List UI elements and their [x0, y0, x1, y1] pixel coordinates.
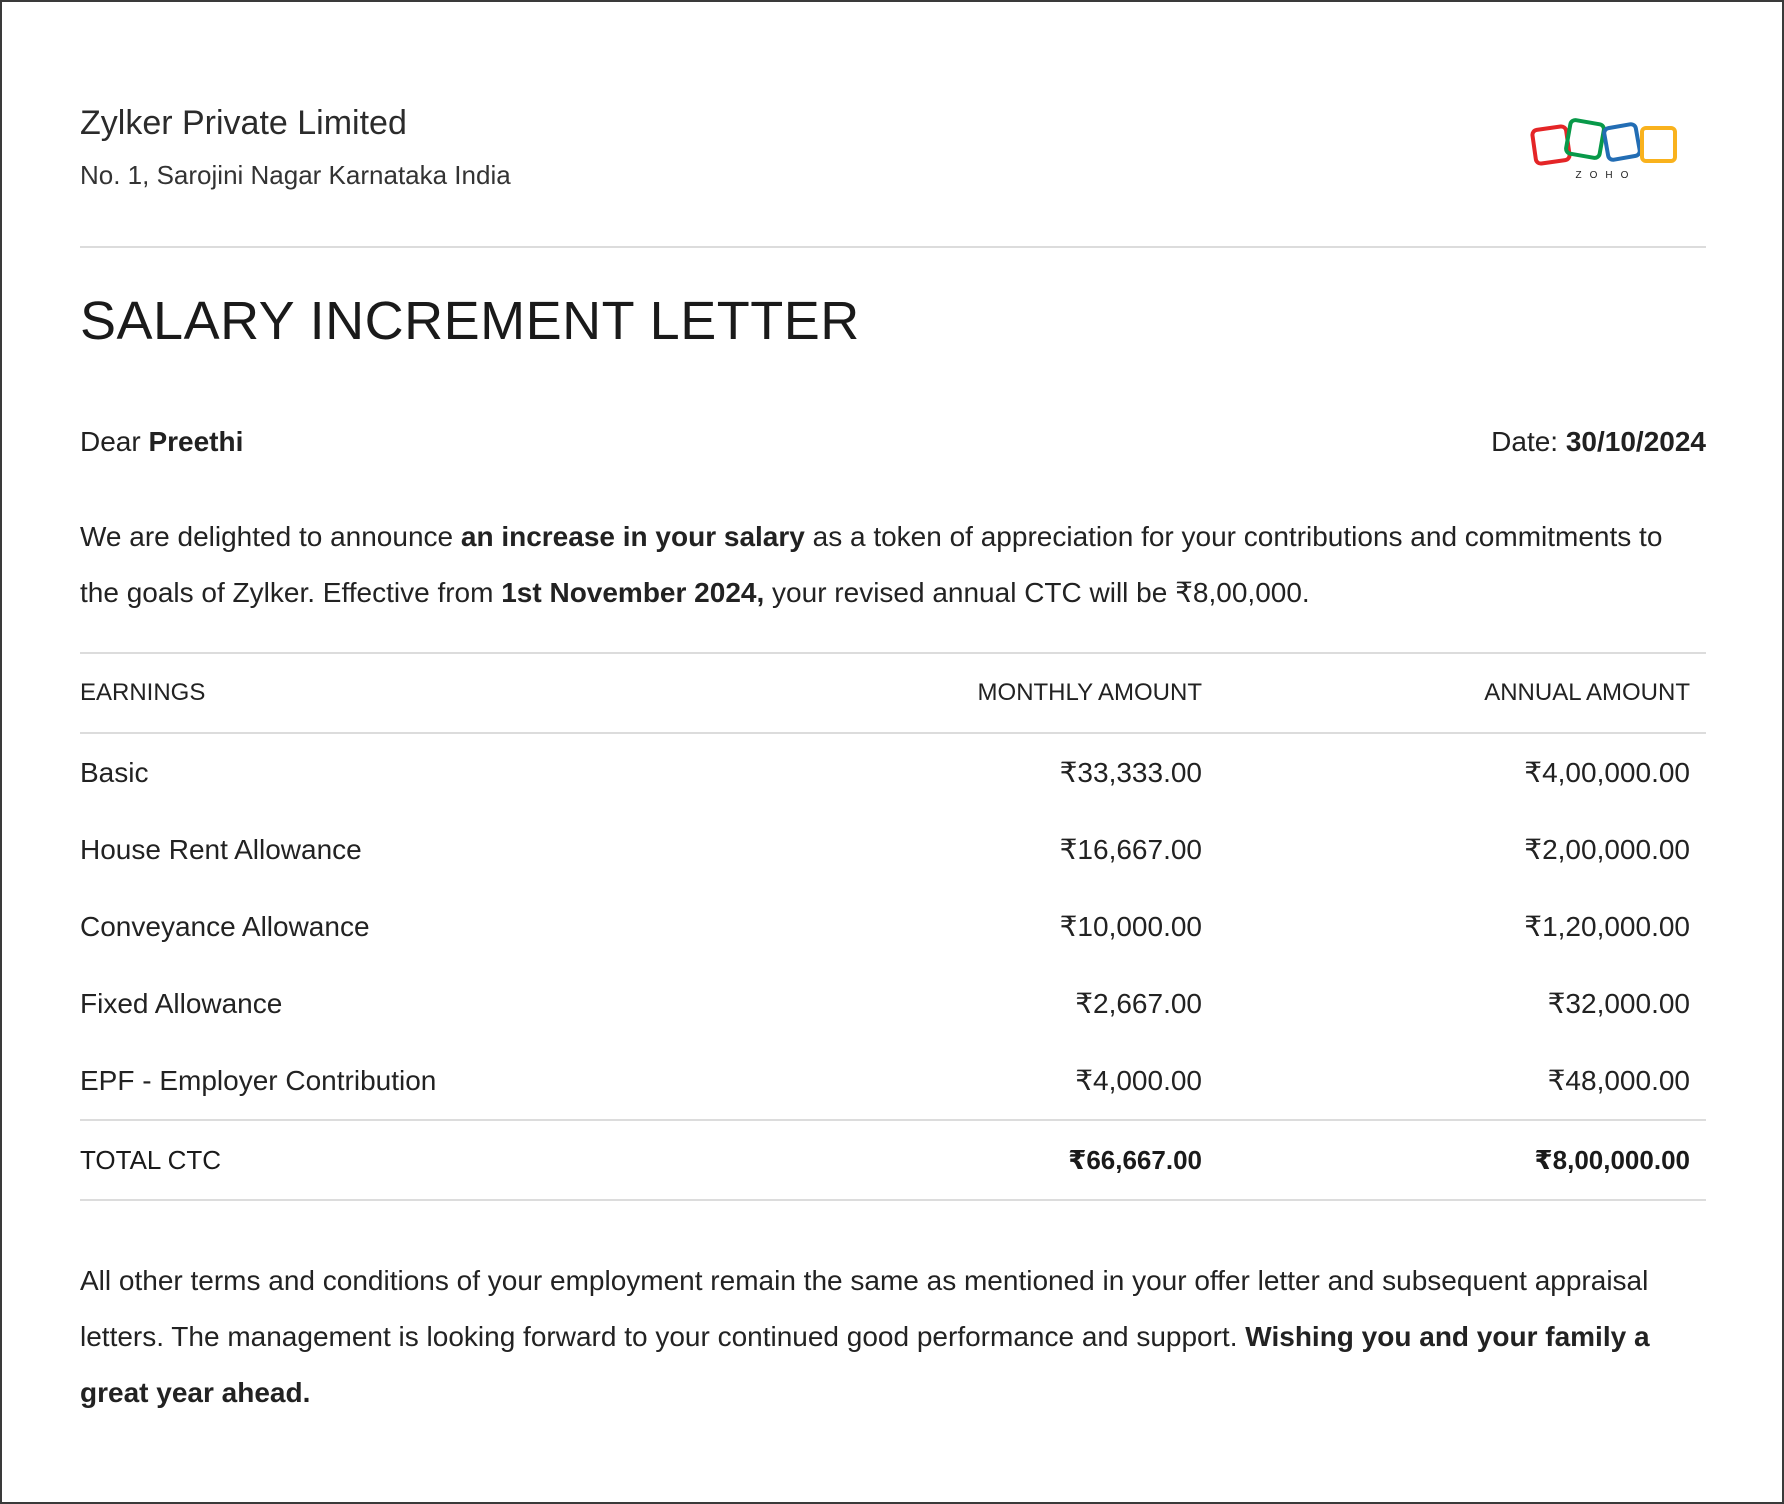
earning-label: Conveyance Allowance: [80, 911, 370, 942]
monthly-amount: ₹33,333.00: [1059, 757, 1202, 788]
recipient-name: Preethi: [148, 426, 244, 457]
earnings-table: [80, 652, 1706, 1201]
closing-text: All other terms and conditions of your employment remain the same as mentioned in your offer letter and subsequent appraisal letters. The management is looking forward to your continued good performance and support.: [80, 1265, 1649, 1352]
annual-amount: ₹2,00,000.00: [1524, 834, 1690, 865]
logo-square-green: [1565, 119, 1604, 158]
logo-square-blue: [1603, 123, 1640, 160]
greeting-row: [80, 426, 1706, 466]
date-label: Date:: [1491, 426, 1566, 457]
total-annual-amount: ₹8,00,000.00: [1534, 1145, 1690, 1175]
header-earnings: EARNINGS: [80, 679, 206, 706]
total-ctc-row: [80, 1119, 1706, 1201]
annual-amount: ₹1,20,000.00: [1524, 911, 1690, 942]
logo-square-yellow: [1642, 128, 1675, 161]
intro-text-2: as a token of appreciation for your contributions and commitments to the goals of Zylker. Effective from: [80, 521, 1663, 608]
total-monthly-amount: ₹66,667.00: [1068, 1145, 1202, 1175]
annual-amount: ₹48,000.00: [1547, 1065, 1690, 1096]
table-row: [80, 734, 1706, 811]
monthly-amount: ₹4,000.00: [1075, 1065, 1202, 1096]
table-row: [80, 965, 1706, 1042]
earning-label: EPF - Employer Contribution: [80, 1065, 437, 1096]
monthly-amount: ₹2,667.00: [1075, 988, 1202, 1019]
zoho-logo-icon: [1530, 118, 1686, 182]
company-address: No. 1, Sarojini Nagar Karnataka India: [80, 160, 511, 190]
intro-bold-1: an increase in your salary: [460, 521, 805, 552]
letter-header: [80, 98, 1706, 248]
header-monthly-amount: MONTHLY AMOUNT: [977, 679, 1202, 706]
letter-title: SALARY INCREMENT LETTER: [80, 291, 860, 351]
monthly-amount: ₹16,667.00: [1059, 834, 1202, 865]
table-row: [80, 888, 1706, 965]
total-label: TOTAL CTC: [80, 1145, 222, 1175]
date-value: 30/10/2024: [1565, 426, 1706, 457]
monthly-amount: ₹10,000.00: [1059, 911, 1202, 942]
annual-amount: ₹4,00,000.00: [1524, 757, 1690, 788]
letter-date: [1491, 426, 1706, 458]
greeting-prefix: Dear: [80, 426, 149, 457]
intro-text-3: your revised annual CTC will be ₹8,00,000.: [764, 577, 1310, 608]
annual-amount: ₹32,000.00: [1547, 988, 1690, 1019]
table-row: [80, 1042, 1706, 1119]
earning-label: Basic: [80, 757, 149, 788]
logo-square-red: [1532, 126, 1570, 164]
table-row: [80, 811, 1706, 888]
earning-label: Fixed Allowance: [80, 988, 283, 1019]
greeting: [80, 426, 243, 458]
intro-text-1: We are delighted to announce: [80, 521, 461, 552]
header-divider: [80, 246, 1706, 248]
earning-label: House Rent Allowance: [80, 834, 362, 865]
closing-bold: Wishing you and your family a great year ahead.: [80, 1321, 1650, 1408]
intro-bold-2: 1st November 2024,: [501, 577, 765, 608]
closing-paragraph: [80, 1253, 1706, 1421]
logo-text: ZOHO: [1575, 170, 1637, 181]
company-name: Zylker Private Limited: [80, 104, 407, 142]
header-annual-amount: ANNUAL AMOUNT: [1484, 679, 1690, 706]
intro-paragraph: [80, 509, 1706, 621]
table-header-row: [80, 652, 1706, 734]
